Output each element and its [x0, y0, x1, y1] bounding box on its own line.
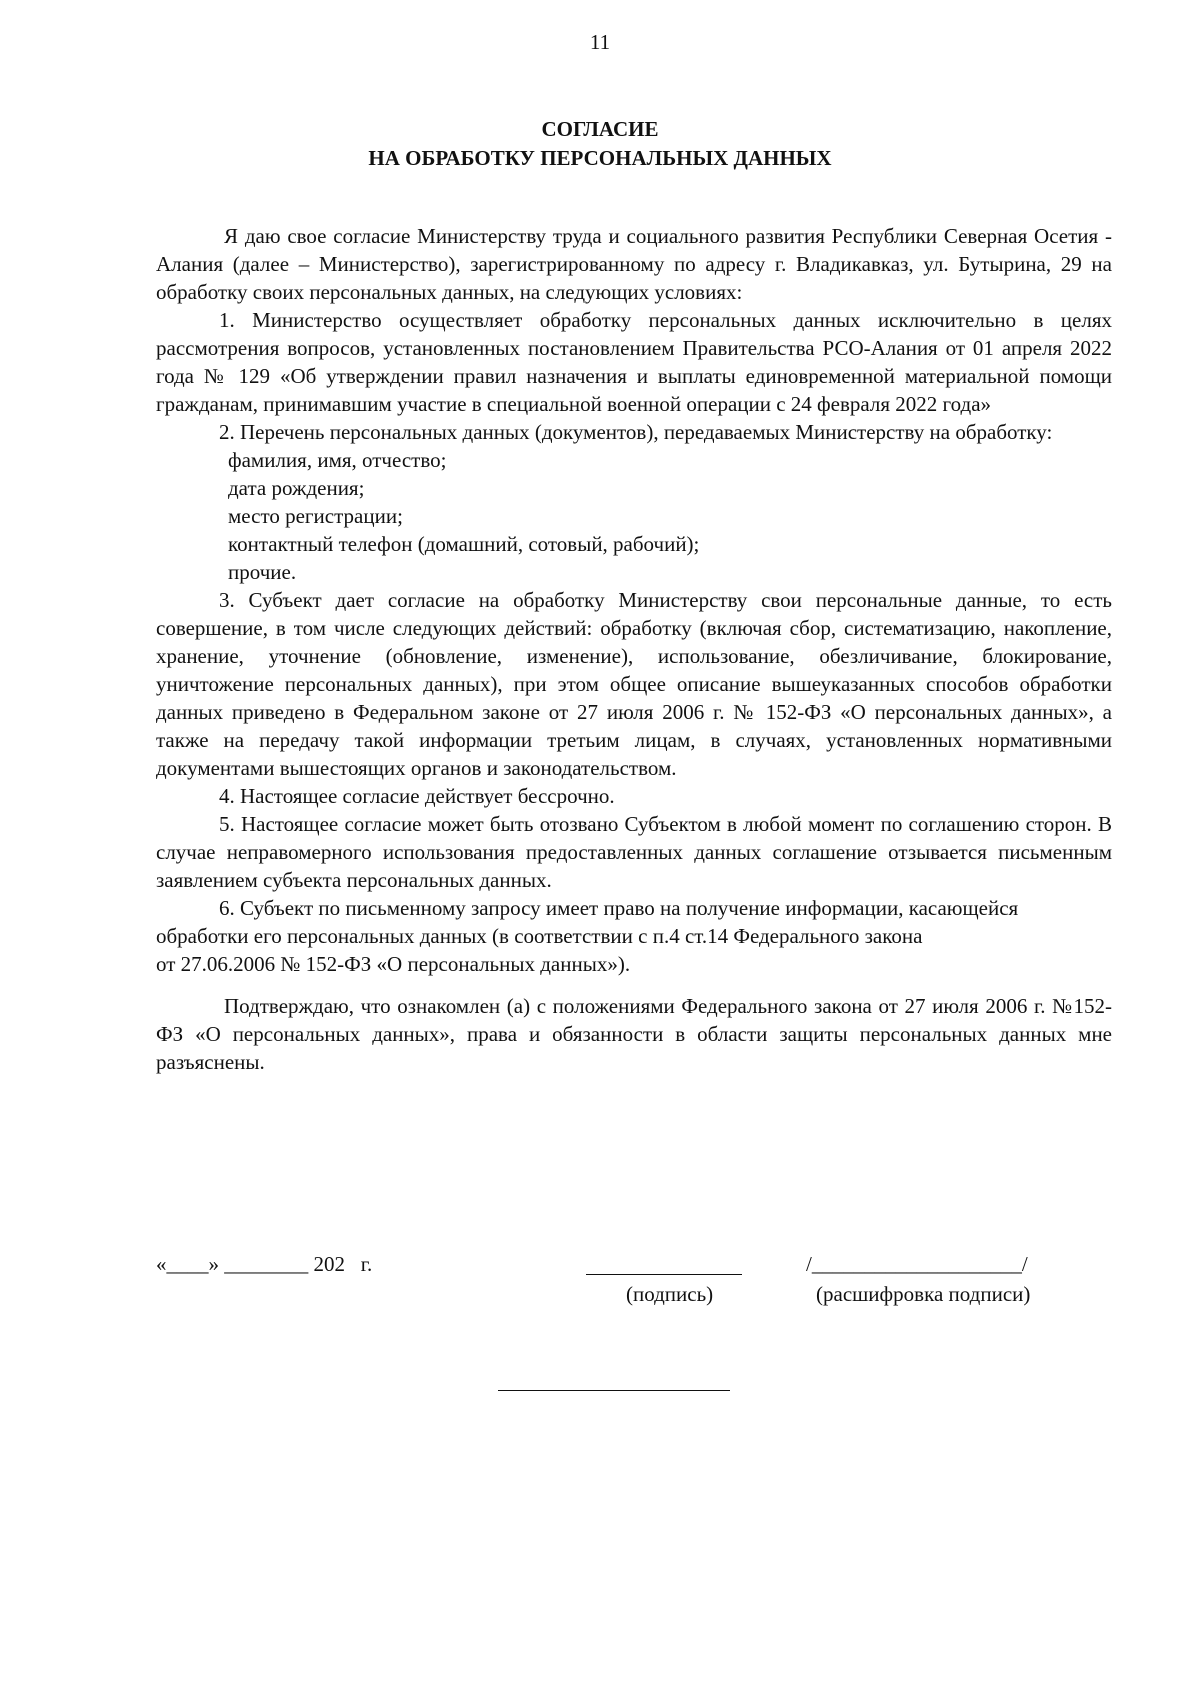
clause-3: 3. Субъект дает согласие на обработку Министерству свои персональные данные, то есть совершение, в том числе следующих действий: обработку (включая сбор, систематизацию, накопление, хранение, уточнение (обновление, изменение), использование, обезличивание, блокирование, уничтожение персональных данных), при этом общее описание вышеуказанных способов обработки данных приведено в Федеральном законе от 27 июля 2006 г. № 152-ФЗ «О персональных данных», а также на передачу такой информации третьим лицам, в случаях, установленных нормативными документами вышестоящих органов и законодательством.	[156, 588, 1112, 780]
signature-decode-line: /____________________/	[806, 1252, 1028, 1276]
page-number: 11	[589, 30, 611, 54]
confirmation-paragraph: Подтверждаю, что ознакомлен (а) с положениями Федерального закона от 27 июля 2006 г. №152-ФЗ «О персональных данных», права и обязанности в области защиты персональных данных мне разъяснены.	[156, 994, 1112, 1074]
clause-4: 4. Настоящее согласие действует бессрочно.	[219, 784, 615, 808]
clause-1: 1. Министерство осуществляет обработку персональных данных исключительно в целях рассмотрения вопросов, установленных постановлением Правительства РСО-Алания от 01 апреля 2022 года № 129 «Об утверждении правил назначения и выплаты единовременной материальной помощи гражданам, принимавшим участие в специальной военной операции с 24 февраля 2022 года»	[156, 308, 1112, 416]
list-item: дата рождения;	[228, 476, 365, 500]
signature-block	[156, 1252, 1112, 1316]
list-item: место регистрации;	[228, 504, 403, 528]
date-field: «____» ________ 202 г.	[156, 1252, 373, 1276]
document-title	[0, 115, 1200, 173]
list-item: фамилия, имя, отчество;	[228, 448, 447, 472]
clause-5: 5. Настоящее согласие может быть отозвано Субъектом в любой момент по соглашению сторон. В случае неправомерного использования предоставленных данных соглашение отзывается письменным заявлением субъекта персональных данных.	[156, 812, 1112, 892]
title-line-2: НА ОБРАБОТКУ ПЕРСОНАЛЬНЫХ ДАННЫХ	[368, 146, 832, 170]
title-line-1: СОГЛАСИЕ	[541, 117, 659, 141]
signature-line	[586, 1274, 742, 1275]
signature-decode-caption: (расшифровка подписи)	[816, 1282, 1031, 1306]
clause-6-part-2: от 27.06.2006 № 152-ФЗ «О персональных данных»).	[156, 952, 631, 976]
list-item: контактный телефон (домашний, сотовый, рабочий);	[228, 532, 700, 556]
clause-2: 2. Перечень персональных данных (документов), передаваемых Министерству на обработку:	[219, 420, 1053, 444]
list-item: прочие.	[228, 560, 297, 584]
signature-caption: (подпись)	[626, 1282, 714, 1306]
bottom-divider	[498, 1390, 730, 1391]
document-body	[156, 222, 1112, 1076]
clause-6-part-1: 6. Субъект по письменному запросу имеет право на получение информации, касающейся обработки его персональных данных (в соответствии с п.4 ст.14 Федерального закона	[156, 896, 1019, 948]
personal-data-list	[156, 446, 1112, 586]
intro-paragraph: Я даю свое согласие Министерству труда и социального развития Республики Северная Осетия - Алания (далее – Министерство), зарегистрированному по адресу г. Владикавказ, ул. Бутырина, 29 на обработку своих персональных данных, на следующих условиях:	[156, 224, 1112, 304]
